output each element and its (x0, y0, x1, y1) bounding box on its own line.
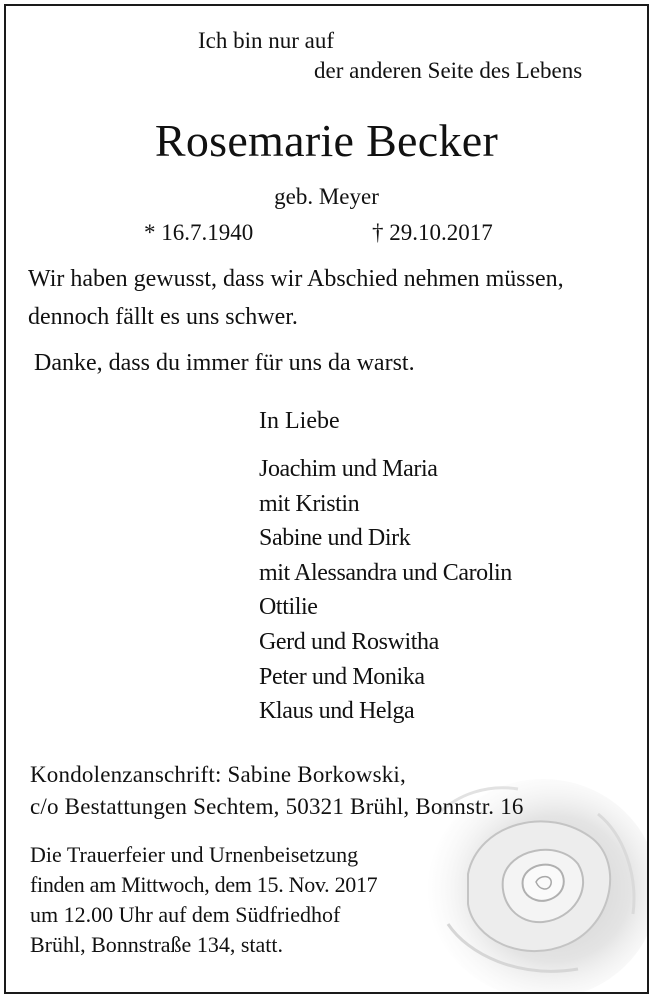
mourner-entry: Joachim und Maria (259, 456, 438, 482)
condolence-address-line-1: Kondolenzanschrift: Sabine Borkowski, (30, 762, 406, 787)
mourners-list (259, 452, 512, 729)
funeral-info-line-2: finden am Mittwoch, dem 15. Nov. 2017 (30, 872, 378, 897)
thanks-text: Danke, dass du immer für uns da warst. (34, 350, 415, 376)
mourner-entry: mit Alessandra und Carolin (259, 559, 512, 586)
farewell-text-line-1: Wir haben gewusst, dass wir Abschied nehmen müssen, (28, 266, 564, 292)
maiden-name: geb. Meyer (274, 184, 379, 209)
mourner-entry: Peter und Monika (259, 663, 425, 690)
mourner-entry: Gerd und Roswitha (259, 628, 439, 655)
motto-line-1: Ich bin nur auf (198, 28, 335, 53)
closing-phrase: In Liebe (259, 408, 340, 434)
mourner-entry: mit Kristin (259, 490, 360, 517)
funeral-info-line-3: um 12.00 Uhr auf dem Südfriedhof (30, 902, 341, 927)
mourner-entry: Ottilie (259, 594, 318, 621)
mourner-entry: Klaus und Helga (259, 698, 415, 725)
mourner-entry: Sabine und Dirk (259, 525, 411, 552)
motto-line-2: der anderen Seite des Lebens (314, 58, 583, 83)
farewell-text-line-2: dennoch fällt es uns schwer. (28, 304, 298, 330)
rose-icon (408, 754, 649, 994)
death-date: † 29.10.2017 (372, 220, 493, 245)
funeral-info-line-4: Brühl, Bonnstraße 134, statt. (30, 932, 283, 957)
obituary-notice (4, 4, 649, 994)
birth-date: * 16.7.1940 (144, 220, 254, 245)
condolence-address-line-2: c/o Bestattungen Sechtem, 50321 Brühl, Bonnstr. 16 (30, 794, 524, 819)
funeral-info-line-1: Die Trauerfeier und Urnenbeisetzung (30, 842, 359, 867)
deceased-name: Rosemarie Becker (154, 115, 499, 166)
